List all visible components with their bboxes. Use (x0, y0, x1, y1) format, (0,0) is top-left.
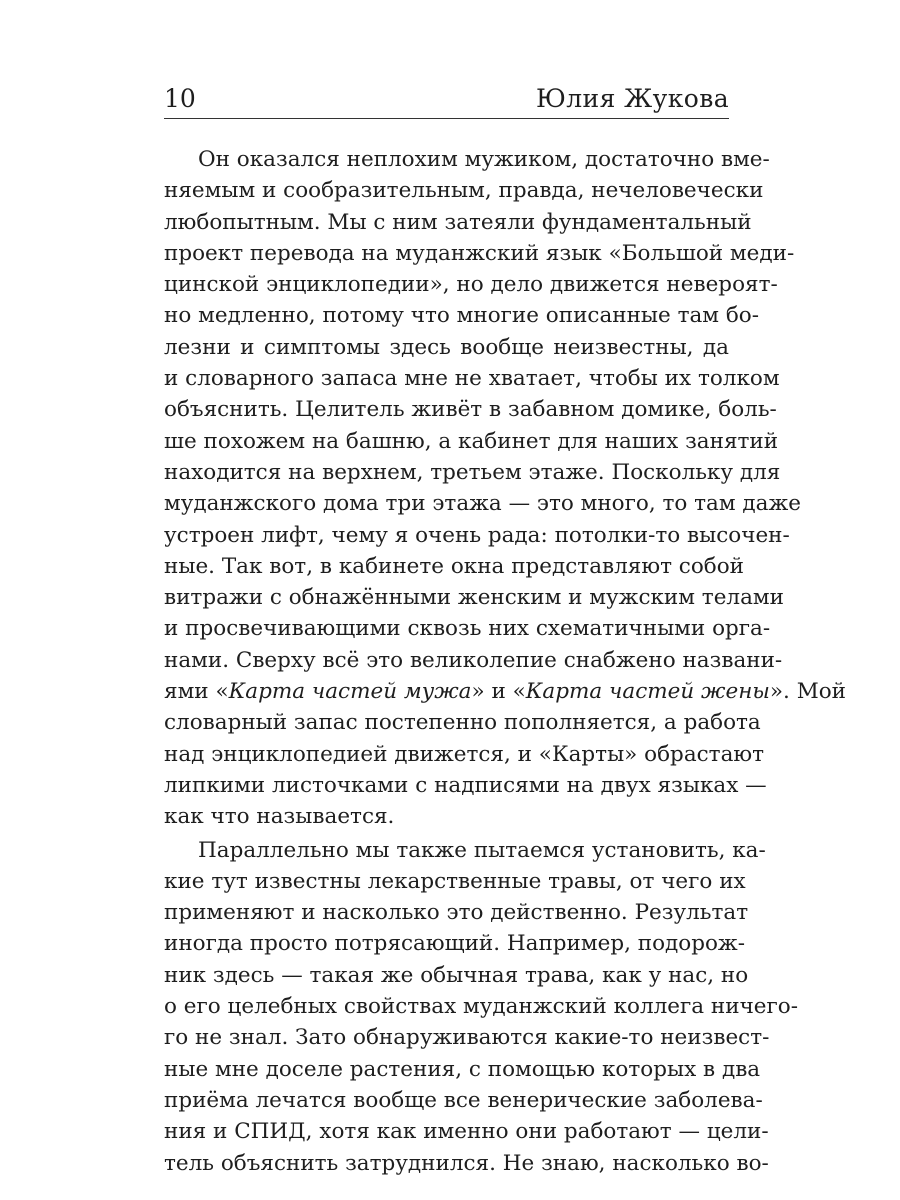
text-line: любопытным. Мы с ним затеяли фундаментальный (164, 209, 752, 235)
text-line: няемым и сообразительным, правда, нечеловечески (164, 178, 764, 204)
italic-title-map-of-wife: Карта частей жены (525, 679, 770, 705)
text-line: кие тут известны лекарственные травы, от чего их (164, 868, 746, 894)
line-suffix: ». Мой (769, 679, 847, 705)
text-line: и просвечивающими сквозь них схематичными орга- (164, 616, 771, 642)
text-line: устроен лифт, чему я очень рада: потолки-то высочен- (164, 522, 790, 548)
text-line: иногда просто потрясающий. Например, подорож- (164, 931, 745, 957)
text-line: объяснить. Целитель живёт в забавном домике, боль- (164, 397, 777, 423)
text-line: ные мне доселе растения, с помощью которых в два (164, 1056, 761, 1082)
text-line: но медленно, потому что многие описанные там бо- (164, 303, 760, 329)
text-line: как что называется. (164, 804, 395, 830)
text-line: ные. Так вот, в кабинете окна представляют собой (164, 553, 744, 579)
text-line: цинской энциклопедии», но дело движется невероят- (164, 272, 778, 298)
running-head (164, 78, 729, 119)
text-line: и словарного запаса мне не хватает, чтобы их толком (164, 366, 780, 392)
text-line: липкими листочками с надписями на двух языках — (164, 772, 767, 798)
text-line: словарный запас постепенно пополняется, а работа (164, 710, 761, 736)
text-line: приёма лечатся вообще все венерические заболева- (164, 1087, 763, 1113)
text-line: витражи с обнажёнными женским и мужским телами (164, 585, 784, 611)
text-line: находится на верхнем, третьем этаже. Поскольку для (164, 459, 781, 485)
text-line: го не знал. Зато обнаруживаются какие-то неизвест- (164, 1025, 770, 1051)
text-line: тель объяснить затруднился. Не знаю, насколько во- (164, 1150, 769, 1176)
line-prefix: ями « (164, 679, 229, 705)
book-page (164, 78, 847, 1176)
text-line: над энциклопедией движется, и «Карты» обрастают (164, 741, 765, 767)
running-title: Юлия Жукова (536, 84, 729, 113)
text-line: применяют и насколько это действенно. Результат (164, 900, 749, 926)
text-line: проект перевода на муданжский язык «Большой меди- (164, 240, 795, 266)
text-line: ник здесь — такая же обычная трава, как у нас, но (164, 962, 749, 988)
text-line: ния и СПИД, хотя как именно они работают — цели- (164, 1119, 769, 1145)
text-line-with-italics (164, 676, 847, 707)
text-line: нами. Сверху всё это великолепие снабжено названи- (164, 647, 783, 673)
text-line: Параллельно мы также пытаемся установить, ка- (198, 837, 766, 863)
body-text (164, 144, 847, 1179)
text-line: ше похожем на башню, а кабинет для наших занятий (164, 428, 779, 454)
text-line: Он оказался неплохим мужиком, достаточно вме- (198, 147, 770, 172)
line-middle: » и « (471, 679, 526, 705)
italic-title-map-of-husband: Карта частей мужа (228, 679, 472, 705)
text-line: муданжского дома три этажа — это много, то там даже (164, 491, 801, 517)
text-line: о его целебных свойствах муданжский коллега ничего- (164, 994, 798, 1020)
page-number: 10 (164, 84, 196, 113)
text-line: лезни и симптомы здесь вообще неизвестны, да (164, 334, 729, 360)
